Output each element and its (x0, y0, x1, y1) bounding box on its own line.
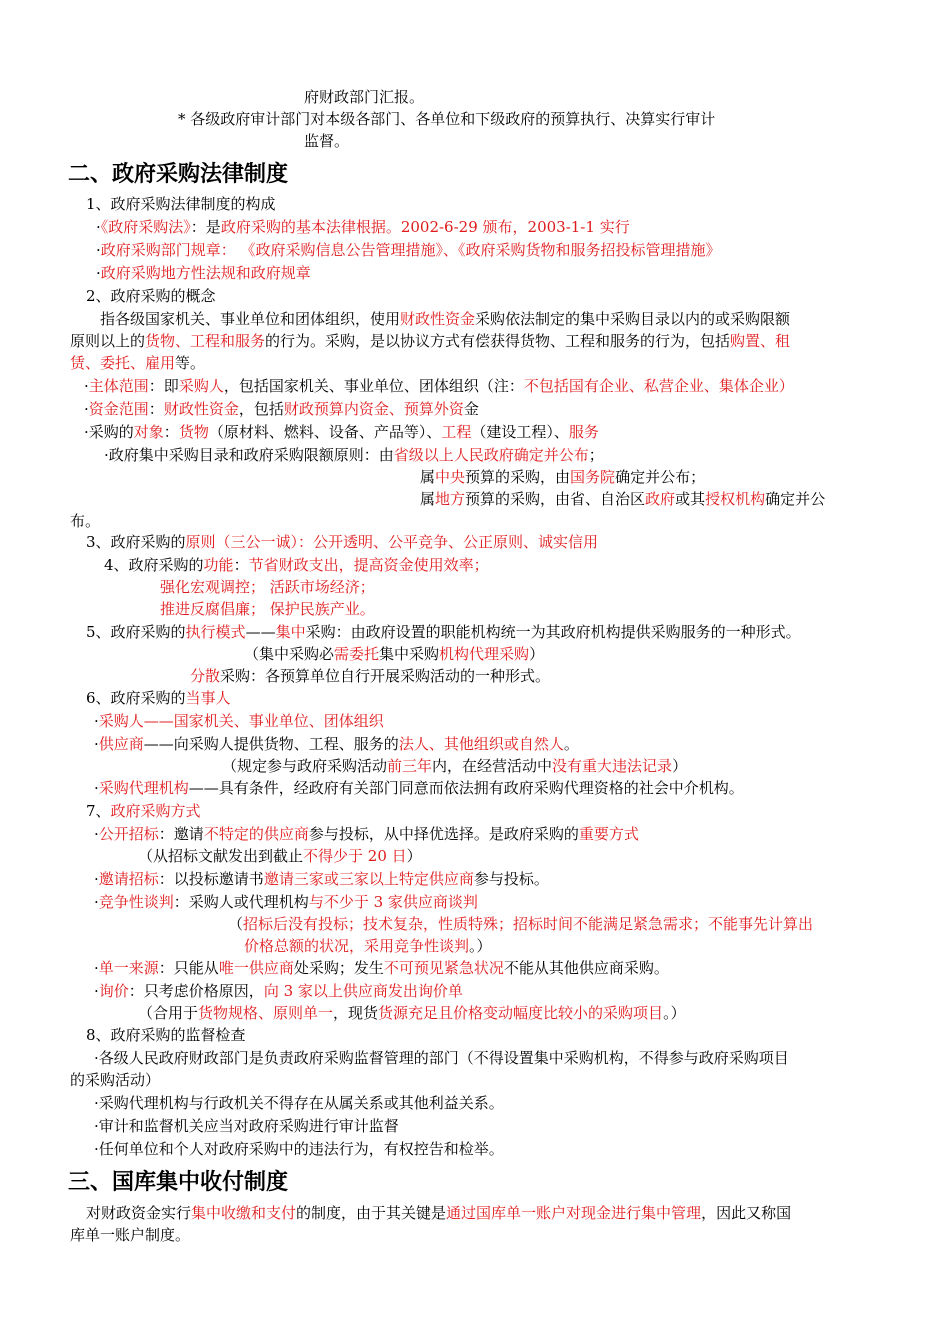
text-segment: 指各级国家机关、事业单位和团体组织，使用 (100, 310, 401, 328)
text-segment: 属 (420, 468, 436, 486)
highlighted-text: 工程 (441, 423, 472, 441)
text-segment: 内，在经营活动中 (432, 757, 553, 775)
text-segment: （合用于 (138, 1004, 199, 1022)
text-segment: ） (672, 757, 688, 775)
text-line (84, 398, 479, 420)
highlighted-text: 政府采购部门规章： 《政府采购信息公告管理措施》、《政府采购货物和服务招投标管理措施》 (100, 241, 721, 259)
highlighted-text: 机构代理采购 (439, 645, 530, 663)
highlighted-text: 通过国库单一账户对现金进行集中管理 (446, 1204, 702, 1222)
highlighted-text: 招标后没有投标；技术复杂，性质特殊；招标时间不能满足紧急需求；不能事先计算出 (243, 915, 814, 933)
text-line (228, 913, 813, 935)
text-segment: · (94, 893, 99, 911)
text-line (94, 1092, 504, 1114)
text-segment: 采购：各预算单位自行开展采购活动的一种形式。 (220, 667, 551, 685)
text-segment: 1、政府采购法律制度的构成 (86, 195, 276, 213)
highlighted-text: 不可预见紧急状况 (383, 959, 504, 977)
text-segment: 府财政部门汇报。 (304, 88, 425, 106)
text-segment: ） (406, 847, 422, 865)
text-line (96, 262, 311, 284)
text-segment: ·各级人民政府财政部门是负责政府采购监督管理的部门（不得设置集中采购机构，不得参与政府采购项目 (94, 1049, 789, 1067)
text-line (94, 891, 478, 913)
highlighted-text: 询价 (98, 982, 129, 1000)
text-segment: ：采购人或代理机构 (173, 893, 309, 911)
text-line (104, 444, 604, 466)
highlighted-text: 财政预算内资金、预算外资 (283, 400, 464, 418)
text-line (138, 1002, 686, 1024)
text-segment: 参与投标。 (473, 870, 549, 888)
text-segment: · (94, 959, 99, 977)
highlighted-text: 购置、租 (730, 332, 791, 350)
text-segment: 确定并公布； (615, 468, 706, 486)
text-line (86, 193, 276, 215)
text-segment: ，包括国家机关、事业单位、团体组织（注： (223, 377, 524, 395)
highlighted-text: 对象 (133, 423, 164, 441)
highlighted-text: 主体范围 (88, 377, 149, 395)
text-segment: 的采购活动） (70, 1071, 161, 1089)
highlighted-text: 赁、委托、雇用 (70, 354, 176, 372)
text-line (244, 643, 544, 665)
highlighted-text: 集中收缴和支付 (191, 1204, 297, 1222)
text-line (244, 935, 492, 957)
text-line (86, 621, 801, 643)
text-segment: 等。 (175, 354, 206, 372)
highlighted-text: 公开招标 (98, 825, 159, 843)
text-segment: （集中采购必 (244, 645, 335, 663)
highlighted-text: 中央 (435, 468, 466, 486)
text-segment: 对财政资金实行 (86, 1204, 192, 1222)
highlighted-text: 采购人 (178, 377, 224, 395)
highlighted-text: 政府采购的基本法律根据。2002-6-29 颁布，2003-1-1 实行 (220, 218, 630, 236)
text-segment: ：是 (190, 218, 221, 236)
highlighted-text: 采购人——国家机关、事业单位、团体组织 (98, 712, 384, 730)
highlighted-text: 资金范围 (88, 400, 149, 418)
highlighted-text: 政府采购方式 (110, 802, 201, 820)
text-segment: 的行为。采购，是以协议方式有偿获得货物、工程和服务的行为，包括 (265, 332, 731, 350)
text-segment: ：只能从 (158, 959, 219, 977)
text-line (94, 777, 744, 799)
text-segment: · (94, 712, 99, 730)
text-segment: ，现货 (333, 1004, 379, 1022)
text-segment: 5、政府采购的 (86, 623, 186, 641)
text-segment: 不能从其他供应商采购。 (503, 959, 669, 977)
highlighted-text: 邀请招标 (98, 870, 159, 888)
text-line (100, 308, 790, 330)
text-segment: ） (529, 645, 545, 663)
highlighted-text: 不特定的供应商 (203, 825, 309, 843)
text-segment: 预算的采购，由省、自治区 (465, 490, 646, 508)
text-line (86, 1024, 246, 1046)
highlighted-text: 不得少于 20 日 (303, 847, 407, 865)
text-line (86, 1202, 791, 1224)
text-segment: ·采购代理机构与行政机关不得存在从属关系或其他利益关系。 (94, 1094, 504, 1112)
text-segment: ； (588, 446, 604, 464)
text-segment: （规定参与政府采购活动 (222, 757, 388, 775)
text-segment: · (94, 825, 99, 843)
text-segment: 2、政府采购的概念 (86, 287, 216, 305)
text-segment: 布。 (70, 512, 101, 530)
highlighted-text: 政府 (645, 490, 676, 508)
highlighted-text: 前三年 (387, 757, 433, 775)
highlighted-text: 原则（三公一诚）：公开透明、公平竞争、公正原则、诚实信用 (185, 533, 599, 551)
text-line (94, 733, 579, 755)
text-line (86, 800, 201, 822)
text-segment: · (84, 377, 89, 395)
highlighted-text: 集中 (275, 623, 306, 641)
text-segment: ：邀请 (158, 825, 204, 843)
text-segment: 。） (663, 1004, 686, 1022)
text-line (304, 86, 424, 108)
text-line (86, 687, 231, 709)
highlighted-text: 执行模式 (185, 623, 246, 641)
text-segment: 原则以上的 (70, 332, 146, 350)
highlighted-text: 与不少于 3 家供应商谈判 (308, 893, 478, 911)
highlighted-text: 功能 (203, 556, 234, 574)
text-segment: ：即 (148, 377, 179, 395)
text-segment: ： (148, 400, 164, 418)
text-segment: · (84, 400, 89, 418)
text-line (104, 554, 489, 576)
text-segment: 4、政府采购的 (104, 556, 204, 574)
text-segment: 监督。 (304, 132, 350, 150)
highlighted-text: 分散 (190, 667, 221, 685)
highlighted-text: 邀请三家或三家以上特定供应商 (263, 870, 474, 888)
text-segment: 3、政府采购的 (86, 533, 186, 551)
highlighted-text: 价格总额的状况，采用竞争性谈判 (244, 937, 470, 955)
highlighted-text: 采购代理机构 (98, 779, 189, 797)
highlighted-text: 地方 (435, 490, 466, 508)
highlighted-text: 货源充足且价格变动幅度比较小的采购项目 (378, 1004, 664, 1022)
highlighted-text: 推进反腐倡廉； 保护民族产业。 (160, 600, 375, 618)
highlighted-text: 强化宏观调控； 活跃市场经济； (160, 578, 375, 596)
text-segment: 处采购；发生 (293, 959, 384, 977)
text-line (70, 510, 100, 532)
text-segment: · (94, 870, 99, 888)
highlighted-text: 重要方式 (578, 825, 639, 843)
text-line (222, 755, 687, 777)
text-segment: ，包括 (238, 400, 284, 418)
text-segment: · (94, 735, 99, 753)
text-line (94, 1138, 504, 1160)
text-line (94, 710, 384, 732)
text-line (94, 823, 639, 845)
highlighted-text: 唯一供应商 (218, 959, 294, 977)
text-segment: 或其 (675, 490, 706, 508)
text-segment: ： (163, 423, 179, 441)
highlighted-text: 财政性资金 (163, 400, 239, 418)
text-segment: 7、 (86, 802, 111, 820)
text-line (178, 108, 715, 130)
text-segment: 。 (563, 735, 579, 753)
text-segment: · (94, 982, 99, 1000)
text-line (96, 216, 630, 238)
text-segment: 金 (463, 400, 479, 418)
text-segment: 采购：由政府设置的职能机构统一为其政府机构提供采购服务的一种形式。 (305, 623, 801, 641)
text-line (94, 1115, 399, 1137)
text-segment: —— (245, 623, 276, 641)
text-segment: ——具有条件，经政府有关部门同意而依法拥有政府采购代理资格的社会中介机构。 (188, 779, 744, 797)
text-line (70, 1224, 190, 1246)
highlighted-text: 国务院 (570, 468, 616, 486)
section-heading: 二、政府采购法律制度 (68, 162, 289, 187)
text-line (86, 285, 216, 307)
text-segment: ，因此又称国 (701, 1204, 792, 1222)
text-segment: ——向采购人提供货物、工程、服务的 (143, 735, 399, 753)
highlighted-text: 政府采购地方性法规和政府规章 (100, 264, 311, 282)
text-line (96, 239, 721, 261)
text-segment: 6、政府采购的 (86, 689, 186, 707)
text-segment: · (96, 218, 101, 236)
text-segment: 属 (420, 490, 436, 508)
text-segment: 8、政府采购的监督检查 (86, 1026, 246, 1044)
highlighted-text: 没有重大违法记录 (552, 757, 673, 775)
text-segment: 确定并公 (765, 490, 826, 508)
highlighted-text: 当事人 (185, 689, 231, 707)
text-line (94, 957, 669, 979)
section-heading: 三、国库集中收付制度 (68, 1170, 289, 1195)
highlighted-text: 货物、工程和服务 (145, 332, 266, 350)
text-segment: ： (233, 556, 249, 574)
text-line (160, 576, 375, 598)
text-segment: * 各级政府审计部门对本级各部门、各单位和下级政府的预算执行、决算实行审计 (178, 110, 716, 128)
text-line (70, 1069, 160, 1091)
text-line (84, 421, 599, 443)
highlighted-text: 向 3 家以上供应商发出询价单 (263, 982, 463, 1000)
highlighted-text: 单一来源 (98, 959, 159, 977)
text-segment: （原材料、燃料、设备、产品等）、 (208, 423, 442, 441)
text-line (190, 665, 550, 687)
highlighted-text: 法人、其他组织或自然人 (398, 735, 564, 753)
text-segment: 。） (469, 937, 492, 955)
text-line (94, 1047, 789, 1069)
highlighted-text: 财政性资金 (400, 310, 476, 328)
text-line (304, 130, 349, 152)
text-line (138, 845, 422, 867)
text-segment: （ (228, 915, 244, 933)
text-line (420, 488, 825, 510)
text-segment: · (94, 779, 99, 797)
text-segment: ·采购的 (84, 423, 134, 441)
text-line (420, 466, 705, 488)
text-line (86, 531, 598, 553)
text-segment: · (96, 264, 101, 282)
text-segment: ：以投标邀请书 (158, 870, 264, 888)
highlighted-text: 货物规格、原则单一 (198, 1004, 334, 1022)
highlighted-text: 服务 (568, 423, 599, 441)
text-line (84, 375, 794, 397)
text-segment: 的制度，由于其关键是 (296, 1204, 447, 1222)
highlighted-text: 《政府采购法》 (100, 218, 191, 236)
highlighted-text: 供应商 (98, 735, 144, 753)
text-segment: （从招标文献发出到截止 (138, 847, 304, 865)
text-line (94, 980, 463, 1002)
text-segment: ：只考虑价格原因， (128, 982, 264, 1000)
highlighted-text: 授权机构 (705, 490, 766, 508)
text-segment: · (96, 241, 101, 259)
text-segment: 采购依法制定的集中采购目录以内的或采购限额 (475, 310, 791, 328)
highlighted-text: 货物 (178, 423, 209, 441)
text-segment: ·政府集中采购目录和政府采购限额原则：由 (104, 446, 394, 464)
highlighted-text: 竞争性谈判 (98, 893, 174, 911)
highlighted-text: 省级以上人民政府确定并公布 (393, 446, 589, 464)
highlighted-text: 不包括国有企业、私营企业、集体企业） (523, 377, 794, 395)
text-line (70, 330, 790, 352)
text-segment: 集中采购 (379, 645, 440, 663)
text-segment: ·审计和监督机关应当对政府采购进行审计监督 (94, 1117, 399, 1135)
highlighted-text: 节省财政支出，提高资金使用效率； (248, 556, 489, 574)
text-line (160, 598, 375, 620)
text-line (70, 352, 205, 374)
text-segment: （建设工程）、 (471, 423, 569, 441)
text-segment: ·任何单位和个人对政府采购中的违法行为，有权控告和检举。 (94, 1140, 504, 1158)
text-line (94, 868, 549, 890)
text-segment: 参与投标，从中择优选择。是政府采购的 (308, 825, 579, 843)
text-segment: 预算的采购，由 (465, 468, 571, 486)
highlighted-text: 需委托 (334, 645, 380, 663)
text-segment: 库单一账户制度。 (70, 1226, 191, 1244)
